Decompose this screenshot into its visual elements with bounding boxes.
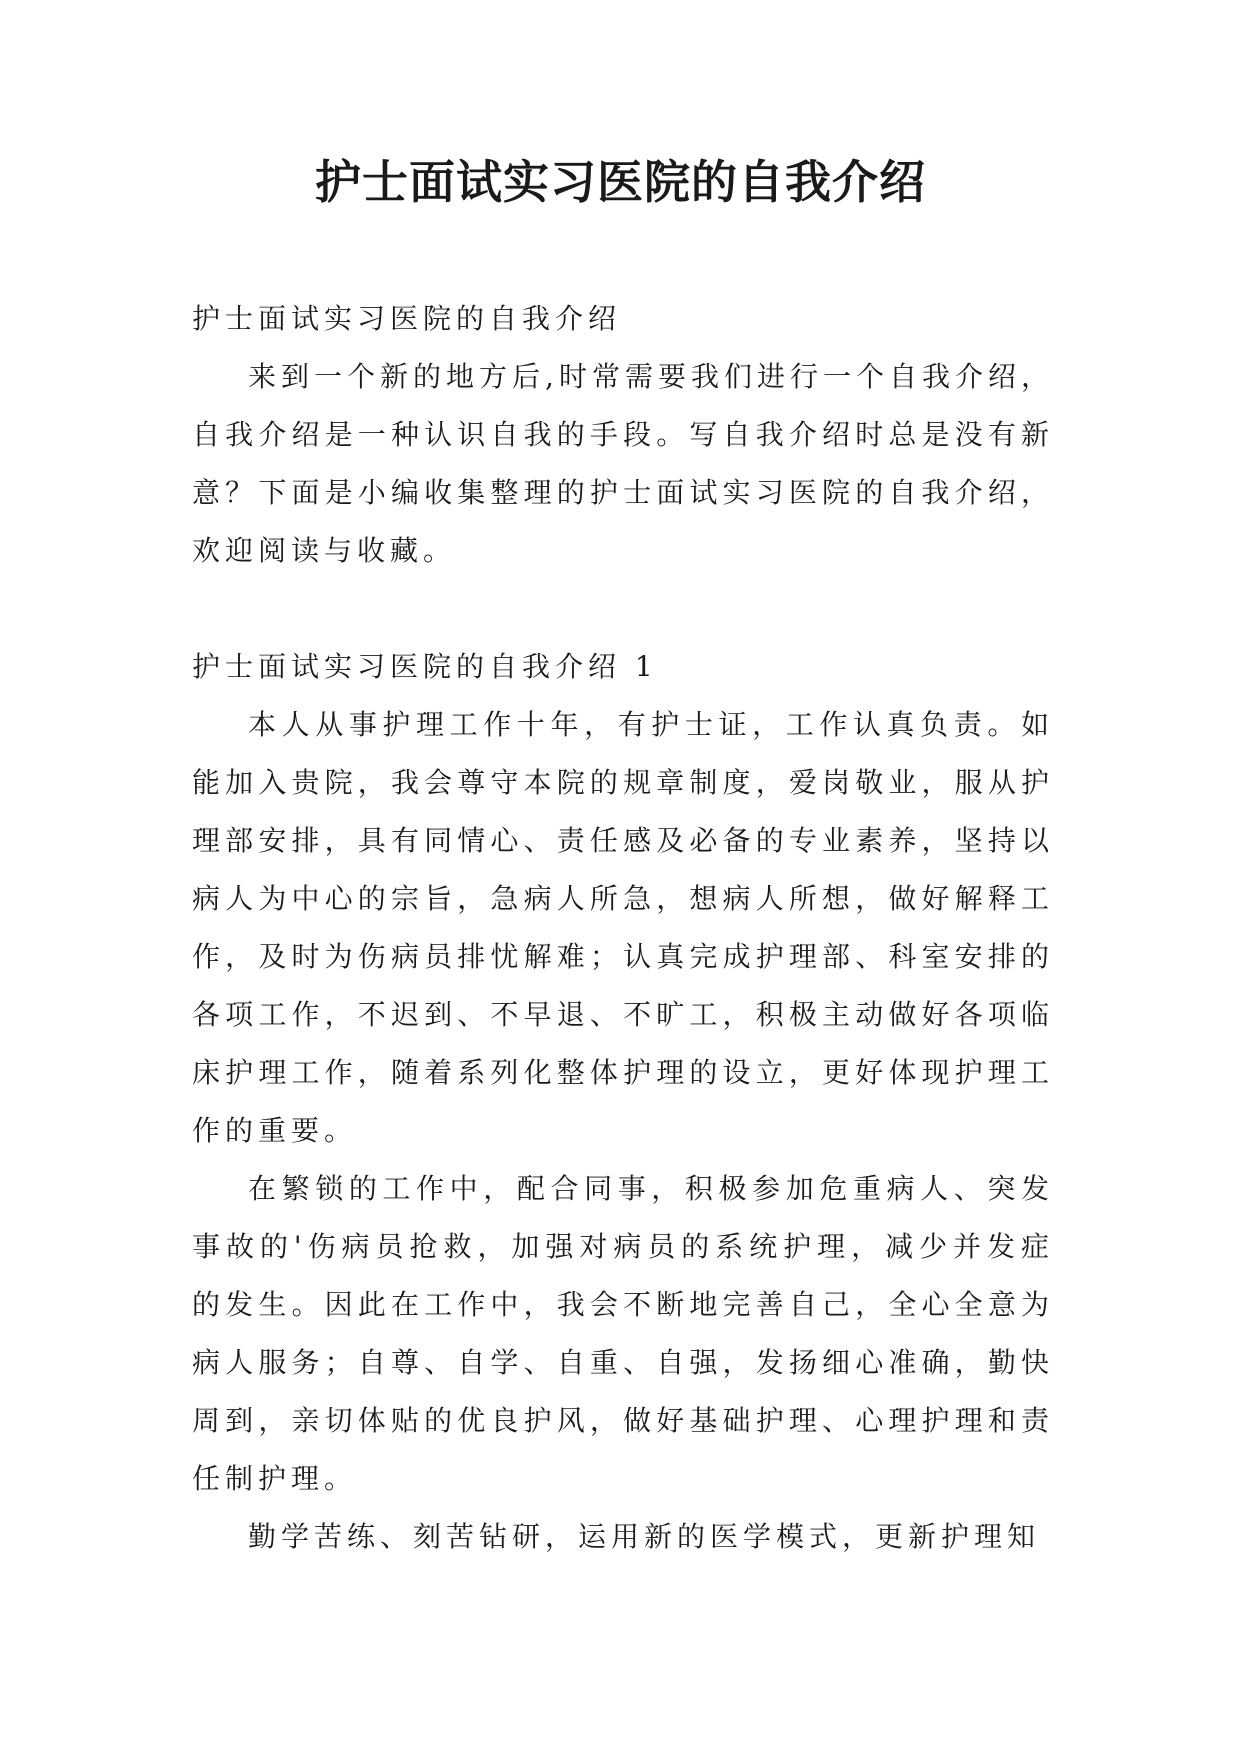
document-body	[192, 290, 1054, 1566]
section-1-paragraph-3: 勤学苦练、刻苦钻研，运用新的医学模式，更新护理知	[248, 1520, 1041, 1553]
intro-paragraph: 来到一个新的地方后,时常需要我们进行一个自我介绍，自我介绍是一种认识自我的手段。写自我介绍时总是没有新意？下面是小编收集整理的护士面试实习医院的自我介绍，欢迎阅读与收藏。	[192, 360, 1054, 567]
intro-heading: 护士面试实习医院的自我介绍	[192, 302, 622, 335]
section-1-paragraph-2: 在繁锁的工作中，配合同事，积极参加危重病人、突发事故的'伤病员抢救，加强对病员的系统护理，减少并发症的发生。因此在工作中，我会不断地完善自己，全心全意为病人服务；自尊、自学、自重、自强，发扬细心准确，勤快周到，亲切体贴的优良护风，做好基础护理、心理护理和责任制护理。	[192, 1172, 1054, 1495]
section-spacer	[192, 580, 1054, 638]
section-1-paragraph-1: 本人从事护理工作十年，有护士证，工作认真负责。如能加入贵院，我会尊守本院的规章制度，爱岗敬业，服从护理部安排，具有同情心、责任感及必备的专业素养，坚持以病人为中心的宗旨，急病人所急，想病人所想，做好解释工作，及时为伤病员排忧解难；认真完成护理部、科室安排的各项工作，不迟到、不早退、不旷工，积极主动做好各项临床护理工作，随着系列化整体护理的设立，更好体现护理工作的重要。	[192, 708, 1054, 1147]
document-title: 护士面试实习医院的自我介绍	[315, 155, 926, 209]
section-1-heading: 护士面试实习医院的自我介绍 1	[192, 650, 658, 683]
